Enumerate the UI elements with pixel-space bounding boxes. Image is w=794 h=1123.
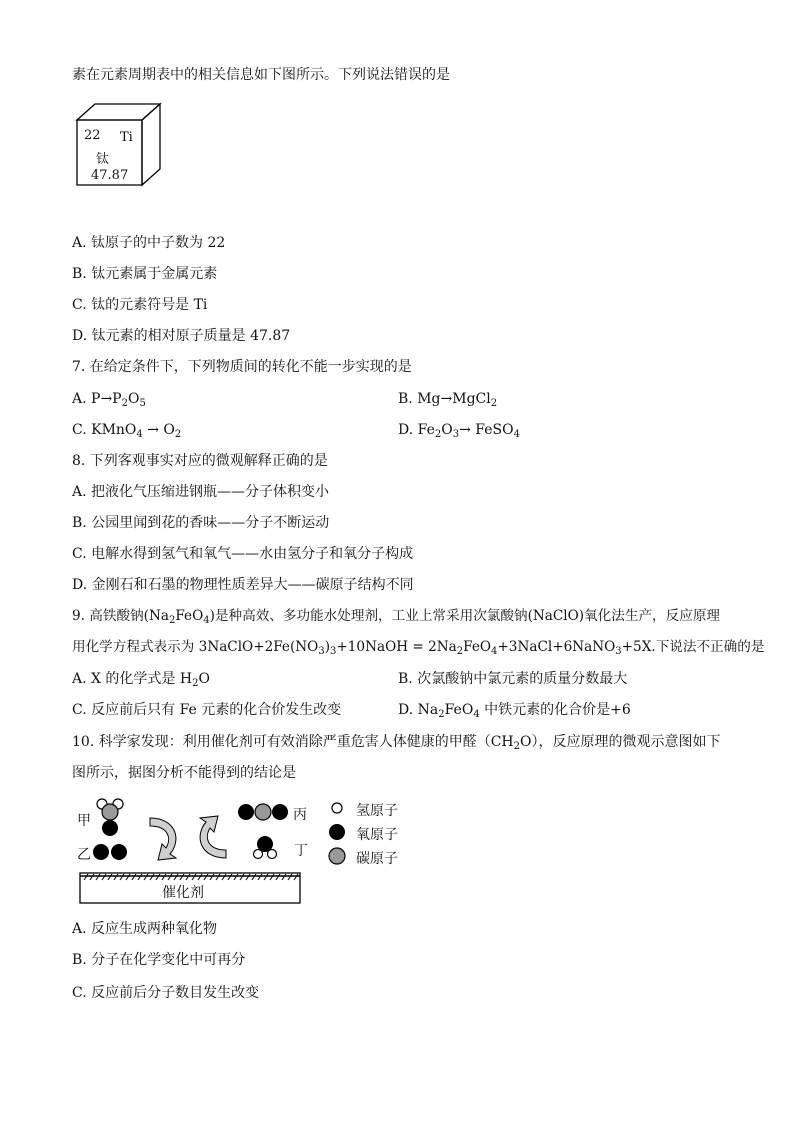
q8-stem: 8. 下列客观事实对应的微观解释正确的是 bbox=[72, 453, 328, 469]
q10-stem-line2: 图所示，据图分析不能得到的结论是 bbox=[72, 765, 296, 781]
q9-option-a: A. X 的化学式是 $H_2O$ bbox=[72, 671, 210, 689]
oxygen-atom bbox=[111, 844, 127, 860]
q9-stem-line2: 用化学方程式表示为 $3NaClO+2Fe(NO_3)_3+10NaOH$ = $2Na_2FeO_4+3NaCl+6NaNO_3+5X$.下说法不正确的是 bbox=[72, 639, 765, 657]
catalyst-label: 催化剂 bbox=[162, 885, 204, 901]
legend-hydrogen-icon bbox=[332, 803, 342, 813]
q7-option-b: B. Mg→MgCl$_2$ bbox=[398, 391, 498, 409]
q10-option-a: A. 反应生成两种氧化物 bbox=[72, 921, 218, 937]
q8-option-d: D. 金刚石和石墨的物理性质差异大——碳原子结构不同 bbox=[72, 577, 414, 593]
q7-option-d: D. $Fe_2O_3\to$ FeSO$_4$ bbox=[398, 422, 520, 440]
atomic-mass: 47.87 bbox=[91, 168, 129, 183]
oxygen-atom bbox=[238, 804, 254, 820]
q6-option-d: D. 钛元素的相对原子质量是 47.87 bbox=[72, 328, 291, 344]
q6-option-b: B. 钛元素属于金属元素 bbox=[72, 266, 218, 282]
label-bing: 丙 bbox=[293, 807, 307, 823]
element-name: 钛 bbox=[96, 152, 110, 167]
q9-option-b: B. 次氯酸钠中氯元素的质量分数最大 bbox=[398, 671, 628, 687]
legend-carbon-icon bbox=[329, 848, 345, 864]
legend-carbon-label: 碳原子 bbox=[356, 851, 398, 867]
carbon-atom bbox=[255, 804, 271, 820]
label-yi: 乙 bbox=[77, 847, 91, 863]
q7-stem: 7. 在给定条件下，下列物质间的转化不能一步实现的是 bbox=[72, 359, 412, 375]
element-card bbox=[74, 102, 174, 196]
q6-option-c: C. 钛的元素符号是 Ti bbox=[72, 297, 208, 313]
legend-oxygen-label: 氧原子 bbox=[356, 827, 398, 843]
atomic-number: 22 bbox=[84, 128, 101, 143]
label-jia: 甲 bbox=[77, 813, 91, 829]
q9-stem-line1: 9. 高铁酸钠$(Na_2FeO_4)$是种高效、多功能水处理剂，工业上常采用次氯酸钠(NaClO)氧化法生产，反应原理 bbox=[72, 608, 721, 626]
curved-arrow-up-icon bbox=[200, 816, 226, 858]
element-symbol: Ti bbox=[120, 130, 133, 145]
q6-option-a: A. 钛原子的中子数为 22 bbox=[72, 235, 226, 251]
curved-arrow-down-icon bbox=[150, 818, 176, 860]
q7-option-c: C. KMnO$_4$ → $O_2$ bbox=[72, 422, 182, 440]
hydrogen-atom bbox=[254, 850, 263, 859]
q10-option-c: C. 反应前后分子数目发生改变 bbox=[72, 985, 260, 1001]
legend-hydrogen-label: 氢原子 bbox=[356, 803, 398, 819]
question-6-stem: 素在元素周期表中的相关信息如下图所示。下列说法错误的是 bbox=[72, 67, 450, 83]
label-ding: 丁 bbox=[294, 843, 308, 859]
oxygen-atom bbox=[102, 820, 118, 836]
q8-option-c: C. 电解水得到氢气和氧气——水由氢分子和氧分子构成 bbox=[72, 546, 414, 562]
legend-oxygen-icon bbox=[329, 824, 345, 840]
carbon-atom bbox=[102, 804, 118, 820]
reaction-diagram bbox=[64, 796, 424, 912]
q9-option-d: D. $Na_2FeO_4$ 中铁元素的化合价是+6 bbox=[398, 702, 631, 720]
hydrogen-atom bbox=[268, 850, 277, 859]
q10-option-b: B. 分子在化学变化中可再分 bbox=[72, 952, 246, 968]
q7-option-a: A. $P\to P_2O_5$ bbox=[72, 391, 146, 409]
oxygen-atom bbox=[272, 804, 288, 820]
q10-stem-line1: 10. 科学家发现：利用催化剂可有效消除严重危害人体健康的甲醛$(CH_2O)$，反应原理的微观示意图如下 bbox=[72, 734, 721, 752]
q9-option-c: C. 反应前后只有 Fe 元素的化合价发生改变 bbox=[72, 702, 342, 718]
q8-option-a: A. 把液化气压缩进钢瓶——分子体积变小 bbox=[72, 484, 330, 500]
q8-option-b: B. 公园里闻到花的香味——分子不断运动 bbox=[72, 515, 330, 531]
oxygen-atom bbox=[93, 844, 109, 860]
